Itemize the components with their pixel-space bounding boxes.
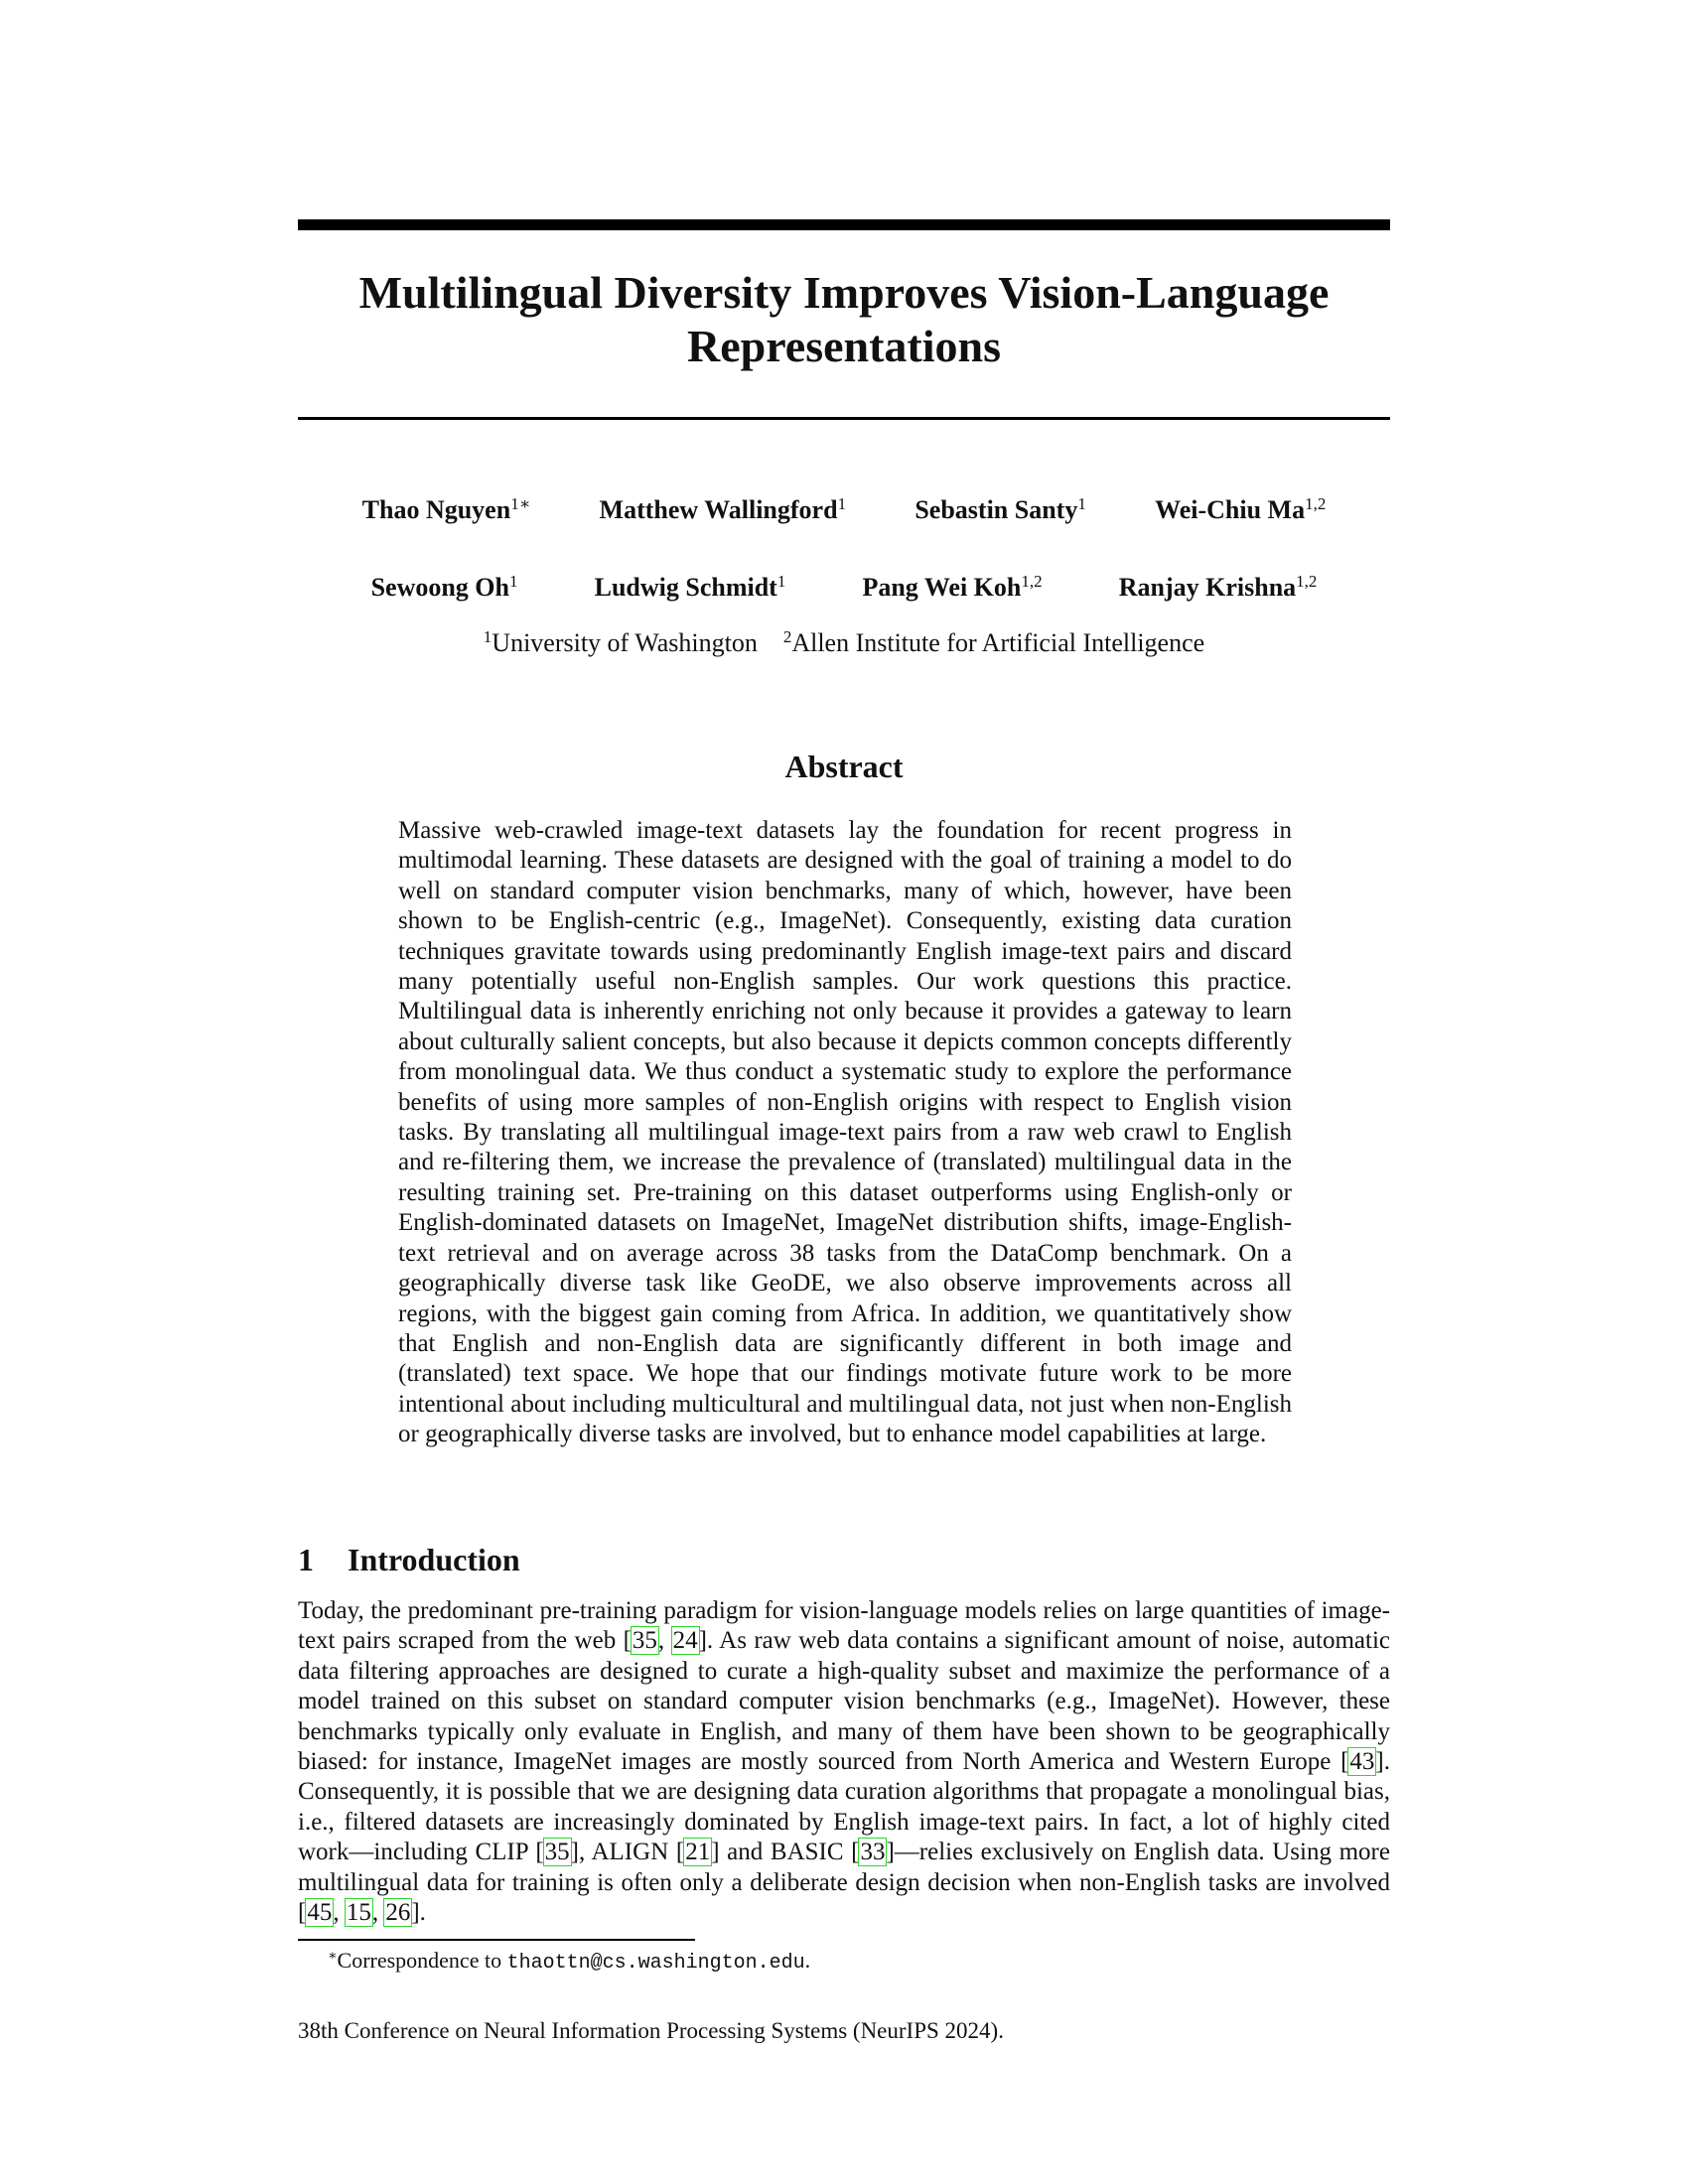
- affiliations: $^1$University of Washington $^2$Allen Institute for Artificial Intelligence: [483, 627, 1205, 657]
- citation-link[interactable]: 26: [385, 1899, 411, 1927]
- citation-link[interactable]: 21: [685, 1839, 711, 1866]
- authors-row-1: [298, 494, 1390, 525]
- title-rule-bottom: [298, 417, 1390, 420]
- venue-footer: 38th Conference on Neural Information Processing Systems (NeurIPS 2024).: [298, 2018, 1004, 2043]
- citation-link[interactable]: 24: [672, 1627, 698, 1655]
- title-line-2: Representations: [686, 321, 1002, 371]
- email-link[interactable]: thaottn@cs.washington.edu: [506, 1952, 805, 1975]
- affiliation: University of Washington: [492, 628, 758, 657]
- authors-row-2: [298, 572, 1390, 603]
- author: Sewoong Oh$^1$: [370, 572, 518, 602]
- citation-link[interactable]: 45: [307, 1899, 333, 1927]
- citation-link[interactable]: 43: [1349, 1748, 1375, 1776]
- paper-title: [298, 266, 1390, 373]
- author: Ludwig Schmidt$^1$: [594, 572, 786, 602]
- author: Matthew Wallingford$^1$: [599, 494, 847, 524]
- author: Wei-Chiu Ma$^{1,2}$: [1155, 494, 1327, 524]
- citation-link[interactable]: 35: [544, 1839, 570, 1866]
- title-rule-top: [298, 219, 1390, 230]
- author: Ranjay Krishna$^{1,2}$: [1118, 572, 1318, 602]
- title-line-1: Multilingual Diversity Improves Vision-Language: [358, 267, 1330, 318]
- author: Sebastin Santy$^1$: [914, 494, 1086, 524]
- footnote-rule: [298, 1939, 695, 1941]
- citation-link[interactable]: 33: [860, 1839, 886, 1866]
- introduction-paragraph: Today, the predominant pre-training paradigm for vision-language models relies on large quantities of image-text pairs scraped from the web [35, 24]. As raw web data contains a significant amount of noise, automatic data filtering approaches are designed to curate a high-quality subset and maximize the performance of a model trained on this subset on standard computer vision benchmarks (e.g., ImageNet). However, these benchmarks typically only evaluate in English, and many of them have been shown to be geographically biased: for instance, ImageNet images are mostly sourced from North America and Western Europe [43]. Consequently, it is possible that we are designing data curation algorithms that propagate a monolingual bias, i.e., filtered datasets are increasingly dominated by English image-text pairs. In fact, a lot of highly cited work—including CLIP [35], ALIGN [21] and BASIC [33]—relies exclusively on English data. Using more multilingual data for training is often only a deliberate design decision when non-English tasks are involved [45, 15, 26].: [298, 1597, 1391, 1927]
- abstract-body: Massive web-crawled image-text datasets lay the foundation for recent progress in multimodal learning. These datasets are designed with the goal of training a model to do well on standard computer vision benchmarks, many of which, however, have been shown to be English-centric (e.g., ImageNet). Consequently, existing data curation techniques gravitate towards using predominantly English image-text pairs and discard many potentially useful non-English samples. Our work questions this practice. Multilingual data is inherently enriching not only because it provides a gateway to learn about culturally salient concepts, but also because it depicts common concepts differently from monolingual data. We thus conduct a systematic study to explore the performance benefits of using more samples of non-English origins with respect to English vision tasks. By translating all multilingual image-text pairs from a raw web crawl to English and re-filtering them, we increase the prevalence of (translated) multilingual data in the resulting training set. Pre-training on this dataset outperforms using English-only or English-dominated datasets on ImageNet, ImageNet distribution shifts, image-English-text retrieval and on average across 38 tasks from the DataComp benchmark. On a geographically diverse task like GeoDE, we also observe improvements across all regions, with the biggest gain coming from Africa. In addition, we quantitatively show that English and non-English data are significantly different in both image and (translated) text space. We hope that our findings motivate future work to be more intentional about including multicultural and multilingual data, not just when non-English or geographically diverse tasks are involved, but to enhance model capabilities at large.: [398, 817, 1292, 1448]
- affiliation: Allen Institute for Artificial Intelligence: [791, 628, 1205, 657]
- author: Pang Wei Koh$^{1,2}$: [862, 572, 1043, 602]
- abstract-heading: Abstract: [784, 749, 904, 784]
- citation-link[interactable]: 35: [632, 1627, 657, 1655]
- author: Thao Nguyen$^{1∗}$: [361, 494, 531, 524]
- footnote: ∗Correspondence to thaottn@cs.washington.edu.: [328, 1948, 811, 1975]
- section-heading-introduction: 1 Introduction: [298, 1542, 520, 1577]
- citation-link[interactable]: 15: [346, 1899, 371, 1927]
